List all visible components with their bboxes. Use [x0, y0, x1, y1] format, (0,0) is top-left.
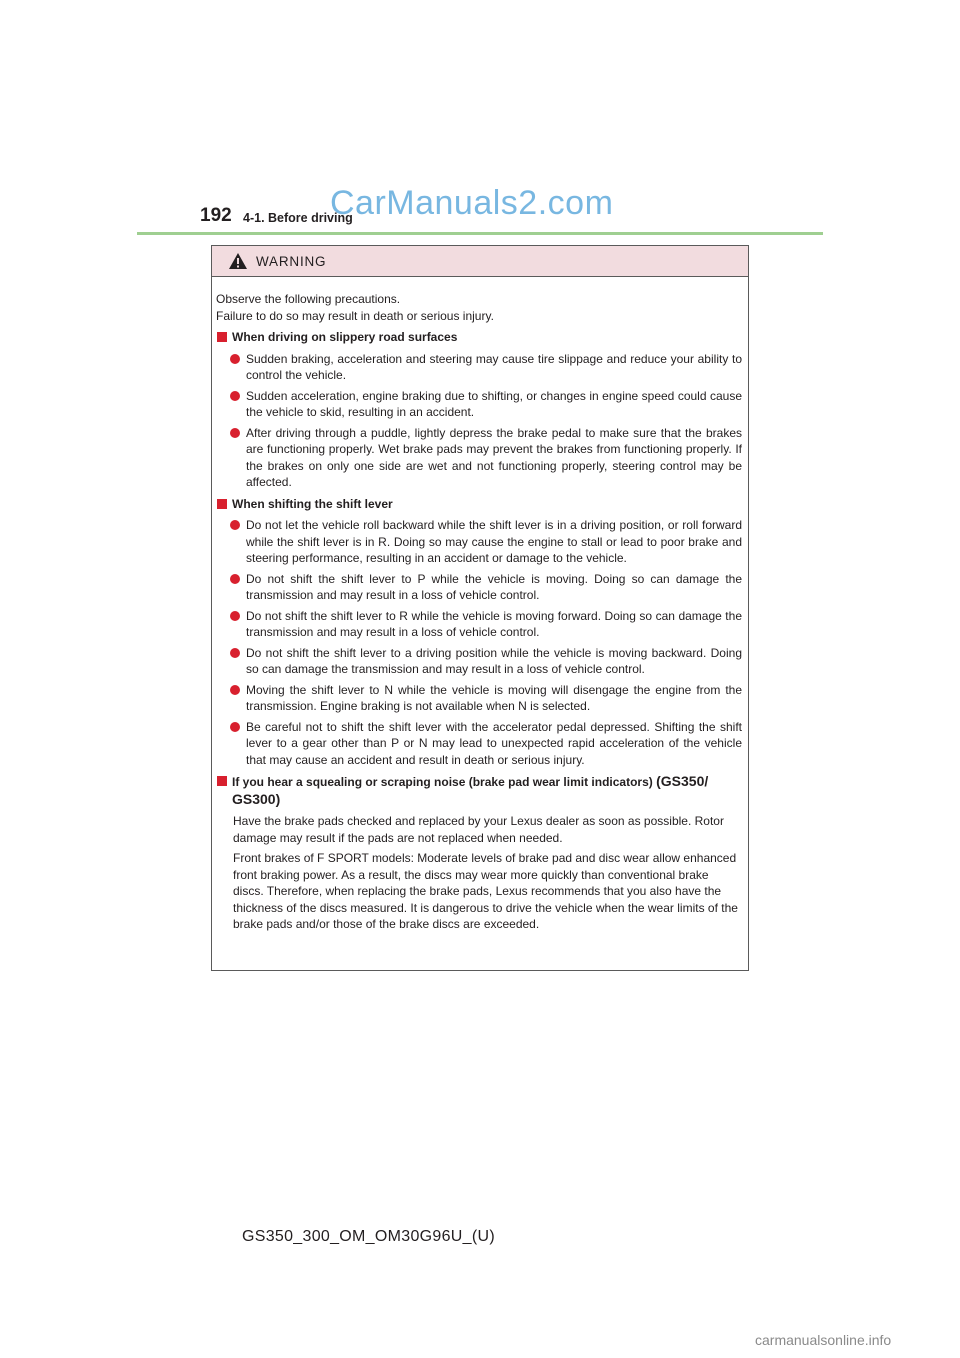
list-item	[229, 571, 742, 604]
section-title: 4-1. Before driving	[243, 211, 353, 225]
warning-triangle-icon	[228, 252, 248, 270]
red-dot-bullet-icon	[230, 611, 240, 621]
list-item	[229, 645, 742, 678]
red-dot-bullet-icon	[230, 648, 240, 658]
list-item	[229, 682, 742, 715]
section-heading-text: When driving on slippery road surfaces	[232, 330, 458, 344]
intro-line: Failure to do so may result in death or serious injury.	[216, 308, 494, 323]
section-heading-text	[232, 773, 742, 808]
section-heading	[216, 773, 742, 808]
list-item-text: Do not shift the shift lever to P while the vehicle is moving. Doing so can damage the transmission and may result in a loss of vehicle control.	[246, 571, 742, 602]
warning-intro	[216, 291, 742, 324]
list-item-text: Moving the shift lever to N while the vehicle is moving will disengage the engine from the transmission. Engine braking is not available when N is selected.	[246, 682, 742, 713]
red-square-bullet-icon	[217, 776, 227, 786]
list-item-text: Sudden acceleration, engine braking due to shifting, or changes in engine speed could cause the vehicle to skid, resulting in an accident.	[246, 388, 742, 419]
site-watermark[interactable]: carmanualsonline.info	[755, 1332, 892, 1348]
list-item-text: Do not shift the shift lever to R while the vehicle is moving forward. Doing so can damage the transmission and may result in a loss of vehicle control.	[246, 608, 742, 639]
red-dot-bullet-icon	[230, 722, 240, 732]
section-heading-text: When shifting the shift lever	[232, 496, 393, 511]
section-heading-models: (GS350/ GS300)	[232, 773, 709, 807]
warning-header	[212, 246, 748, 277]
list-item	[229, 719, 742, 769]
warning-title: WARNING	[256, 253, 327, 269]
list-item	[229, 517, 742, 567]
warning-box	[211, 245, 749, 971]
watermark-logo[interactable]: CarManuals2.com	[330, 184, 614, 222]
list-item	[229, 608, 742, 641]
red-dot-bullet-icon	[230, 685, 240, 695]
section-heading	[216, 496, 742, 513]
paragraph: Have the brake pads checked and replaced by your Lexus dealer as soon as possible. Rotor damage may result if the pads are not replaced when needed.	[233, 814, 724, 845]
red-dot-bullet-icon	[230, 354, 240, 364]
intro-line: Observe the following precautions.	[216, 292, 401, 306]
list-item-text: After driving through a puddle, lightly depress the brake pedal to make sure that the brakes are functioning properly. Wet brake pads may prevent the brakes from functioning properly. If the brakes on only one side are wet and not functioning properly, steering control may be affected.	[246, 425, 742, 489]
red-dot-bullet-icon	[230, 520, 240, 530]
list-item-text: Sudden braking, acceleration and steering may cause tire slippage and reduce your ability to control the vehicle.	[246, 351, 742, 382]
manual-code: GS350_300_OM_OM30G96U_(U)	[242, 1228, 495, 1245]
red-dot-bullet-icon	[230, 391, 240, 401]
list-item	[229, 388, 742, 421]
list-item	[229, 425, 742, 491]
section-heading-main: If you hear a squealing or scraping noise (brake pad wear limit indicators)	[232, 775, 653, 789]
warning-body	[212, 277, 748, 933]
list-item-text: Be careful not to shift the shift lever with the accelerator pedal depressed. Shifting the shift lever to a gear other than P or N may lead to unexpected rapid acceleration of the vehicle that may cause an accident and result in death or serious injury.	[246, 719, 742, 767]
page-number: 192	[200, 205, 232, 226]
red-square-bullet-icon	[217, 499, 227, 509]
red-dot-bullet-icon	[230, 574, 240, 584]
section-heading	[216, 329, 742, 346]
red-dot-bullet-icon	[230, 428, 240, 438]
paragraph: Front brakes of F SPORT models: Moderate levels of brake pad and disc wear allow enhanced front braking power. As a result, the discs may wear more quickly than conventional brake discs. Therefore, when replacing the brake pads, Lexus recommends that you also have the thickness of the discs measured. It is dangerous to drive the vehicle when the wear limits of the brake pads and/or those of the brake discs are exceeded.	[233, 851, 738, 931]
list-item	[229, 351, 742, 384]
red-square-bullet-icon	[217, 332, 227, 342]
header-divider	[137, 232, 823, 235]
list-item-text: Do not let the vehicle roll backward while the shift lever is in a driving position, or roll forward while the shift lever is in R. Doing so may cause the engine to stall or lead to poor brake and steering performance, resulting in an accident or damage to the vehicle.	[246, 518, 742, 565]
list-item-text: Do not shift the shift lever to a driving position while the vehicle is moving backward. Doing so can damage the transmission and may result in a loss of vehicle control.	[246, 645, 742, 676]
